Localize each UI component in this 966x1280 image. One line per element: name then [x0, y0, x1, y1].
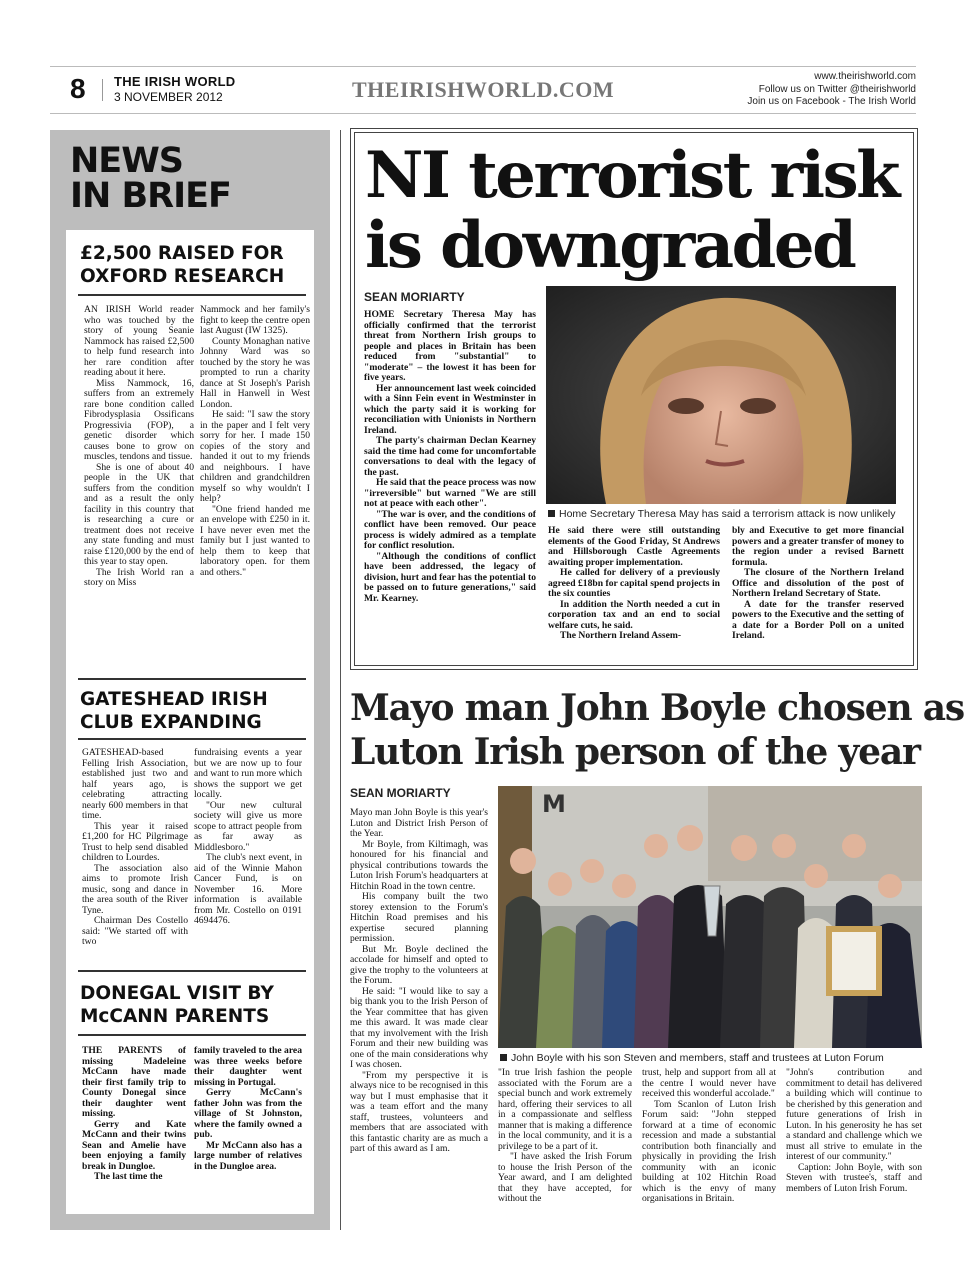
- lead-column-2: He said there were still outstanding elements of the Good Friday, St Andrews and Hillsborough Castle Agreements awaiting proper implementation. He called for delivery of a previously agreed £18bn for capital spend projects in the six counties In addition the North needed a cut in corporation tax and an end to social welfare cuts, he said. The Northern Ireland Assem-: [548, 526, 720, 641]
- story-column-2: Nammock and her family's fight to keep the centre open last August (IW 1325). County Monaghan native Johnny Ward was so touched by the story he was prompted to run a charity dance at St Joseph's Parish Hall in Hanwell in West London. He said: "I saw the story in the paper and I felt very sorry for her. I made 150 copies of the story and handed it out to my friends and neighbours. I have children and grandchildren myself so why wouldn't I help? "One friend handed me an envelope with £250 in it. I have never even met the family but I just wanted to help them to keep that laboratory open. for them and others.": [200, 305, 310, 578]
- story-column-1: GATESHEAD-based Felling Irish Association, established just two and half years ago, is celebrating attracting nearly 600 members in that time. This year it raised £1,200 for HC Pilgrimage Trust to help send disabled children to Lourdes. The association also aims to promote Irish music, song and dance in the area south of the River Tyne. Chairman Des Costello said: "We started off with two: [82, 748, 188, 947]
- boyle-byline: SEAN MORIARTY: [350, 786, 451, 800]
- lead-headline: NI terrorist risk is downgraded: [365, 138, 898, 283]
- caption-marker-icon: [548, 510, 555, 517]
- brief-story-gateshead: [66, 678, 314, 970]
- issue-date: 3 NOVEMBER 2012: [114, 90, 223, 104]
- top-rule: [78, 970, 306, 972]
- headline-rule: [78, 294, 306, 296]
- building-sign: M: [542, 790, 566, 818]
- story-column-1: THE PARENTS of missing Madeleine McCann have made their first family trip to County Donegal since their daughter went missing. Gerry and Kate McCann and their twins Sean and Amelie have been enjoying a family break in Dungloe. The last time the: [82, 1046, 186, 1182]
- lead-column-3: bly and Executive to get more financial powers and a greater transfer of money to the region under a revised Barnett formula. The closure of the Northern Ireland Office and dissolution of the post of Northern Ireland Secretary of State. A date for the transfer reserved powers to the Executive and the setting of a date for a Border Poll on a united Ireland.: [732, 526, 904, 641]
- boyle-headline: Mayo man John Boyle chosen as Luton Irish person of the year: [350, 687, 964, 773]
- boyle-photo-caption: John Boyle with his son Steven and members, staff and trustees at Luton Forum: [500, 1052, 920, 1064]
- boyle-column-2: "In true Irish fashion the people associated with the Forum are a special bunch and work extremely hard, offering their services to all in a compassionate and selfless manner that is making a difference in the local community, and it is a privilege to be a part of it. "I have asked the Irish Forum to house the Irish Person of the Year award, and I am delighted that they have accepted, for without the: [498, 1068, 632, 1204]
- story-headline: GATESHEAD IRISH CLUB EXPANDING: [80, 689, 268, 733]
- brief-story-mccann: [66, 970, 314, 1214]
- story-column-1: AN IRISH World reader who was touched by the story of young Seanie Nammock has raised £2,500 to help fund research into her rare condition after reading about it here. Miss Nammock, 16, suffers from an extremely rare bone condition called Fibrodysplasia Ossificans Progressivia (FOP), a genetic disorder which causes bone to grow on muscles, tendons and tissue. She is one of about 40 people in the UK that suffers from the condition and as a result the only facility in this country that is researching a cure or treatment does not receive any state funding and must raise £120,000 by the end of this year to stay open. The Irish World ran a story on Miss: [84, 305, 194, 588]
- theresa-may-photo: [546, 286, 896, 504]
- masthead-links: [747, 71, 916, 109]
- boyle-column-4: "John's contribution and commitment to detail has delivered a building which will continue to be cherished by this generation and future generations of Irish in Luton. In his generosity he has set a standard and challenge which we must all strive to emulate in the interest of our community." Caption: John Boyle, with son Steven with trustee's, staff and members of Luton Irish Forum.: [786, 1068, 922, 1194]
- paper-name: THE IRISH WORLD: [114, 74, 236, 89]
- site-logo: THEIRISHWORLD.COM: [352, 77, 615, 102]
- boyle-column-3: trust, help and support from all at the centre I would never have received this wonderful accolade." Tom Scanlon of Luton Irish Forum said: "John stepped forward at a time of economic recession and made a substantial contribution both financially and physically in providing the Irish community with an iconic building at 102 Hitchin Road which is the envy of many organisations in Britain.: [642, 1068, 776, 1204]
- news-in-brief-title: NEWS IN BRIEF: [70, 141, 231, 216]
- lead-byline: SEAN MORIARTY: [364, 290, 465, 304]
- story-headline: DONEGAL VISIT BY McCANN PARENTS: [80, 983, 274, 1027]
- lead-photo-caption: Home Secretary Theresa May has said a terrorism attack is now unlikely: [548, 508, 908, 520]
- luton-forum-group-photo: [498, 786, 922, 1048]
- column-divider: [340, 130, 341, 1230]
- caption-marker-icon: [500, 1054, 507, 1061]
- top-rule: [78, 678, 306, 680]
- twitter-link[interactable]: Follow us on Twitter @theirishworld: [758, 83, 916, 95]
- facebook-link[interactable]: Join us on Facebook - The Irish World: [747, 96, 916, 107]
- masthead: [50, 66, 916, 114]
- brief-story-oxford: [66, 230, 314, 678]
- masthead-divider: [102, 79, 103, 101]
- headline-rule: [78, 738, 306, 740]
- lead-intro-column: HOME Secretary Theresa May has officially confirmed that the terrorist threat from Northern Irish groups to people and places in Britain has been reduced from "substantial" to "moderate" – the lowest it has been for five years. Her announcement last week coincided with a Sinn Fein event in Westminster in which the party said it is working for reconciliation with Unionists in Northern Ireland. The party's chairman Declan Kearney said the time had come for uncomfortable conversations to deal with the legacy of the past. He said that the peace process was now "irreversible" but warned "We are still not at peace with each other". "The war is over, and the conditions of conflict have been removed. Our peace process is widely admired as a template for conflict resolution. "Although the conditions of conflict have been addressed, the legacy of division, hurt and fear has the potential to be passed on to future generations," said Mr. Kearney.: [364, 310, 536, 604]
- story-column-2: fundraising events a year but we are now up to four and want to run more which shows the support we get locally. "Our new cultural society will give us more scope to attract people from as far away as Middlesboro." The club's next event, in aid of the Winnie Mahon Cancer Fund, is on November 16. More information is available from Mr. Costello on 0191 4694476.: [194, 748, 302, 926]
- boyle-column-1: Mayo man John Boyle is this year's Luton and District Irish Person of the Year. Mr Boyle, from Kiltimagh, was honoured for his financial and physical contributions towards the Luton Irish Forum's headquarters at Hitchin Road in the town centre. His company built the two storey extension to the Forum's Hitchin Road premises and his expertise secured planning permission. But Mr. Boyle declined the accolade for himself and opted to give the trophy to the volunteers at the Forum. He said: "I would like to say a big thank you to the Irish Person of the Year committee that has given me this award. It was made clear that my involvement with the Irish Forum and their new building was one of the main considerations why I was chosen. "From my perspective it is always nice to be recognised in this way but I must emphasise that it was a team effort and the many staff, trustees, volunteers and members that are associated with this fantastic charity are as much a part of this award as I am.: [350, 808, 488, 1154]
- page-number: 8: [70, 73, 86, 104]
- website-link[interactable]: www.theirishworld.com: [814, 71, 916, 82]
- story-column-2: family traveled to the area was three weeks before their daughter went missing in Portugal. Gerry McCann's father John was from the village of St Johnston, where the family owned a pub. Mr McCann also has a large number of relatives in the Dungloe area.: [194, 1046, 302, 1172]
- headline-rule: [78, 1034, 306, 1036]
- story-headline: £2,500 RAISED FOR OXFORD RESEARCH: [80, 243, 285, 287]
